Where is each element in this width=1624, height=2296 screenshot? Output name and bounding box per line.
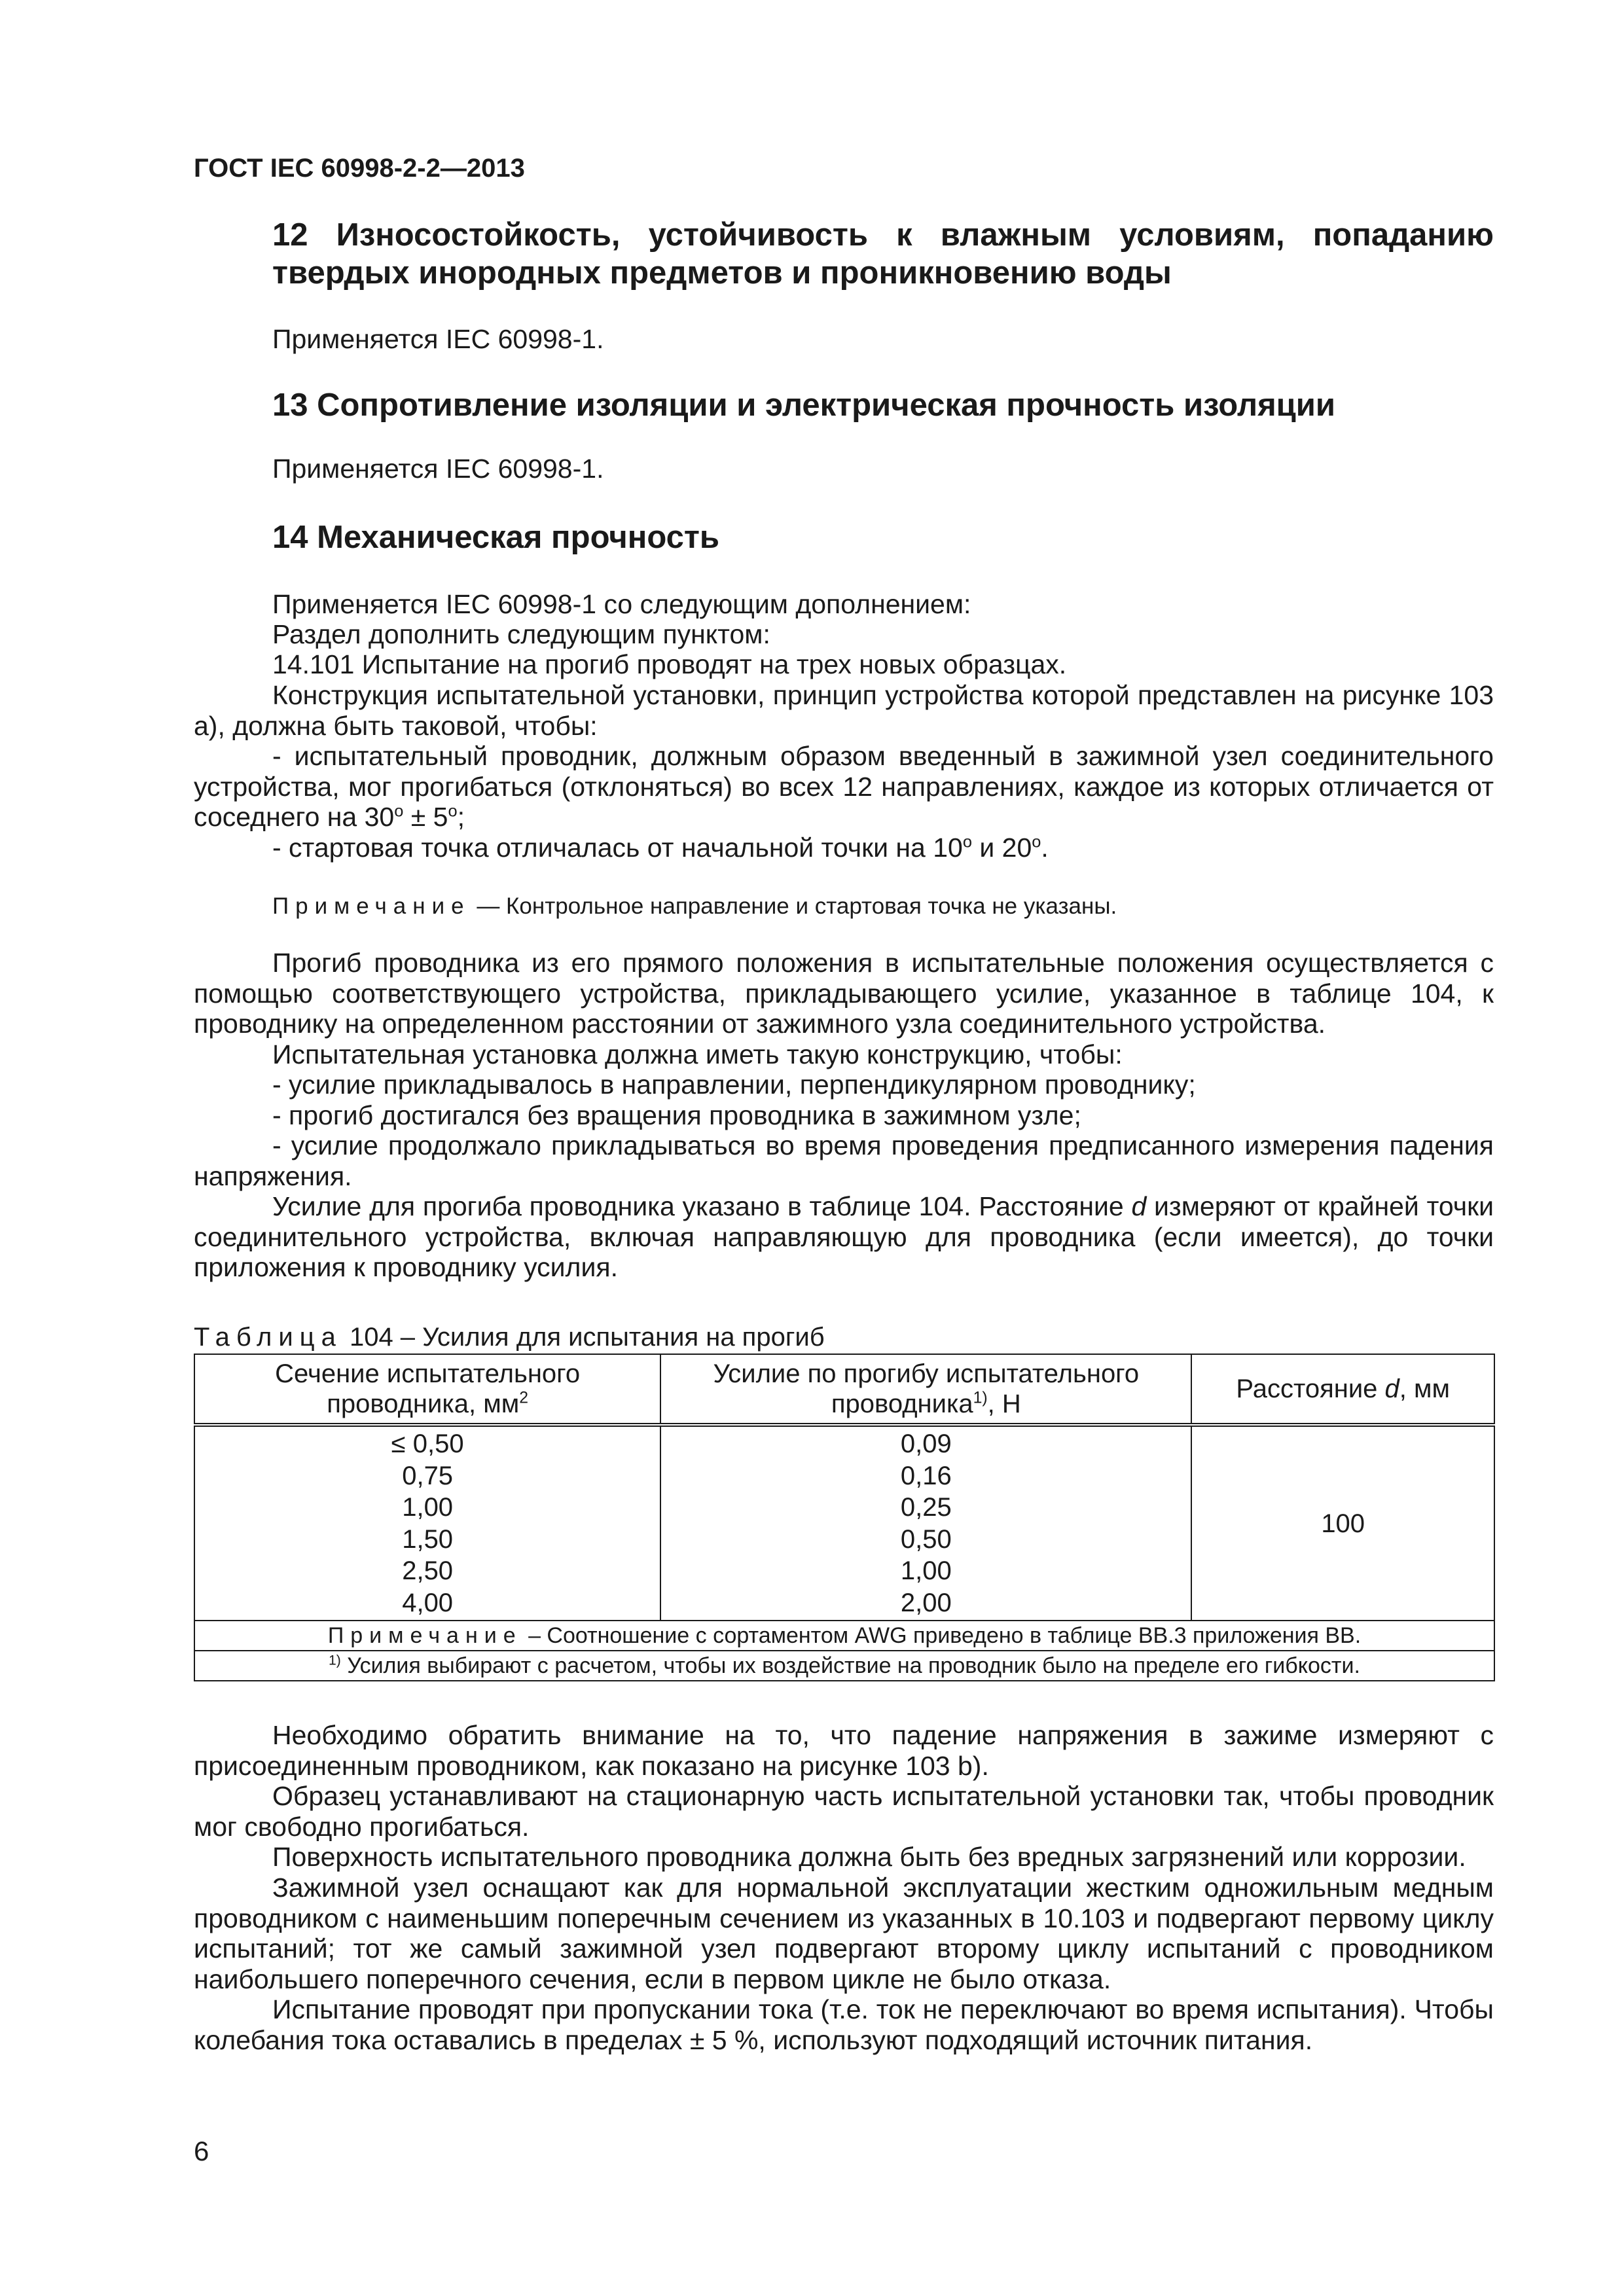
- section-14-title: 14 Механическая прочность: [272, 520, 719, 555]
- bullet-conductor-directions: - испытательный проводник, должным образом введенный в зажимной узел соединительного устройства, мог прогибаться (отклоняться) во всех 12 направлениях, каждое из которых отличается от соседнего на $30^о \pm 5^о$;: [194, 741, 1494, 832]
- bullet-force-during-measurement: - усилие продолжало прикладываться во время проведения предписанного измерения падения напряжения.: [194, 1130, 1494, 1191]
- section-value: ≤ 0,50: [391, 1429, 464, 1458]
- note-control-direction: Примечание — Контрольное направление и стартовая точка не указаны.: [272, 893, 1117, 919]
- force-value: 2,00: [900, 1588, 952, 1617]
- section-value: 4,00: [402, 1588, 454, 1617]
- table-footnote-row: [194, 1651, 1494, 1681]
- bullet-perpendicular: - усилие прикладывалось в направлении, перпендикулярном проводнику;: [272, 1069, 1196, 1100]
- force-value: 0,16: [900, 1461, 952, 1490]
- section-13-title: 13 Сопротивление изоляции и электрическая прочность изоляции: [272, 387, 1336, 423]
- document-header: ГОСТ IEC 60998-2-2—2013: [194, 154, 525, 183]
- page-number: 6: [194, 2136, 209, 2166]
- column-header-section: Сечение испытательного проводника, $мм^2$: [194, 1354, 660, 1425]
- section-values-cell: [194, 1425, 660, 1621]
- table-footnote: $^{1)}$ Усилия выбирают с расчетом, чтобы их воздействие на проводник было на пределе его гибкости.: [194, 1651, 1494, 1681]
- table-104: [194, 1354, 1495, 1681]
- section-14-intro-3: 14.101 Испытание на прогиб проводят на трех новых образцах.: [272, 649, 1067, 679]
- section-12-text: Применяется IEC 60998-1.: [272, 324, 604, 354]
- table-note-row: [194, 1621, 1494, 1651]
- column-header-force: Усилие по прогибу испытательного проводника$^{1)}$, Н: [660, 1354, 1191, 1425]
- bullet-no-rotation: - прогиб достигался без вращения проводника в зажимном узле;: [272, 1100, 1081, 1130]
- table-caption: Таблица 104 – Усилия для испытания на прогиб: [194, 1323, 825, 1352]
- column-header-distance: Расстояние d, мм: [1191, 1354, 1494, 1425]
- section-12-title: 12 Износостойкость, устойчивость к влажным условиям, попаданию твердых инородных предметов и проникновению воды: [272, 217, 1494, 291]
- note-label: Примечание: [272, 893, 471, 919]
- paragraph-sample-mounting: Образец устанавливают на стационарную часть испытательной установки так, чтобы проводник мог свободно прогибаться.: [194, 1781, 1494, 1842]
- distance-value: 100: [1191, 1425, 1494, 1621]
- force-value: 1,00: [900, 1556, 952, 1585]
- table-note: Примечание – Соотношение с сортаментом AWG приведено в таблице ВВ.3 приложения ВВ.: [194, 1621, 1494, 1651]
- table-header-row: [194, 1354, 1494, 1425]
- section-13-text: Применяется IEC 60998-1.: [272, 454, 604, 484]
- paragraph-deflection: Прогиб проводника из его прямого положения в испытательные положения осуществляется с помощью соответствующего устройства, прикладывающего усилие, указанное в таблице 104, к проводнику на определенном расстоянии от зажимного узла соединительного устройства.: [194, 948, 1494, 1039]
- force-value: 0,25: [900, 1493, 952, 1522]
- paragraph-clamping-unit: Зажимной узел оснащают как для нормальной эксплуатации жестким одножильным медным проводником с наименьшим поперечным сечением из указанных в 10.103 и подвергают первому циклу испытаний; тот же самый зажимной узел подвергают второму циклу испытаний с проводником наибольшего поперечного сечения, если в первом цикле не было отказа.: [194, 1873, 1494, 1994]
- section-14-intro-1: Применяется IEC 60998-1 со следующим дополнением:: [272, 589, 971, 619]
- section-value: 1,50: [402, 1524, 454, 1554]
- section-value: 2,50: [402, 1556, 454, 1585]
- paragraph-current: Испытание проводят при пропускании тока (т.е. ток не переключают во время испытания). Чтобы колебания тока оставались в пределах ± 5 %, используют подходящий источник питания.: [194, 1994, 1494, 2055]
- paragraph-design: Испытательная установка должна иметь такую конструкцию, чтобы:: [272, 1039, 1123, 1069]
- section-value: 0,75: [402, 1461, 454, 1490]
- paragraph-construction: Конструкция испытательной установки, принцип устройства которой представлен на рисунке 103 а), должна быть таковой, чтобы:: [194, 680, 1494, 741]
- table-row: [194, 1425, 1494, 1621]
- paragraph-voltage-drop: Необходимо обратить внимание на то, что падение напряжения в зажиме измеряют с присоединенным проводником, как показано на рисунке 103 b).: [194, 1720, 1494, 1781]
- bullet-start-point: - стартовая точка отличалась от начальной точки на $10^о$ и $20^о$.: [272, 833, 1049, 863]
- section-14-intro-2: Раздел дополнить следующим пунктом:: [272, 619, 770, 649]
- force-value: 0,50: [900, 1524, 952, 1554]
- paragraph-force-distance: Усилие для прогиба проводника указано в таблице 104. Расстояние d измеряют от крайней точки соединительного устройства, включая направляющую для проводника (если имеется), до точки приложения к проводнику усилия.: [194, 1191, 1494, 1282]
- section-value: 1,00: [402, 1493, 454, 1522]
- force-value: 0,09: [900, 1429, 952, 1458]
- paragraph-surface: Поверхность испытательного проводника должна быть без вредных загрязнений или коррозии.: [272, 1842, 1466, 1872]
- force-values-cell: [660, 1425, 1191, 1621]
